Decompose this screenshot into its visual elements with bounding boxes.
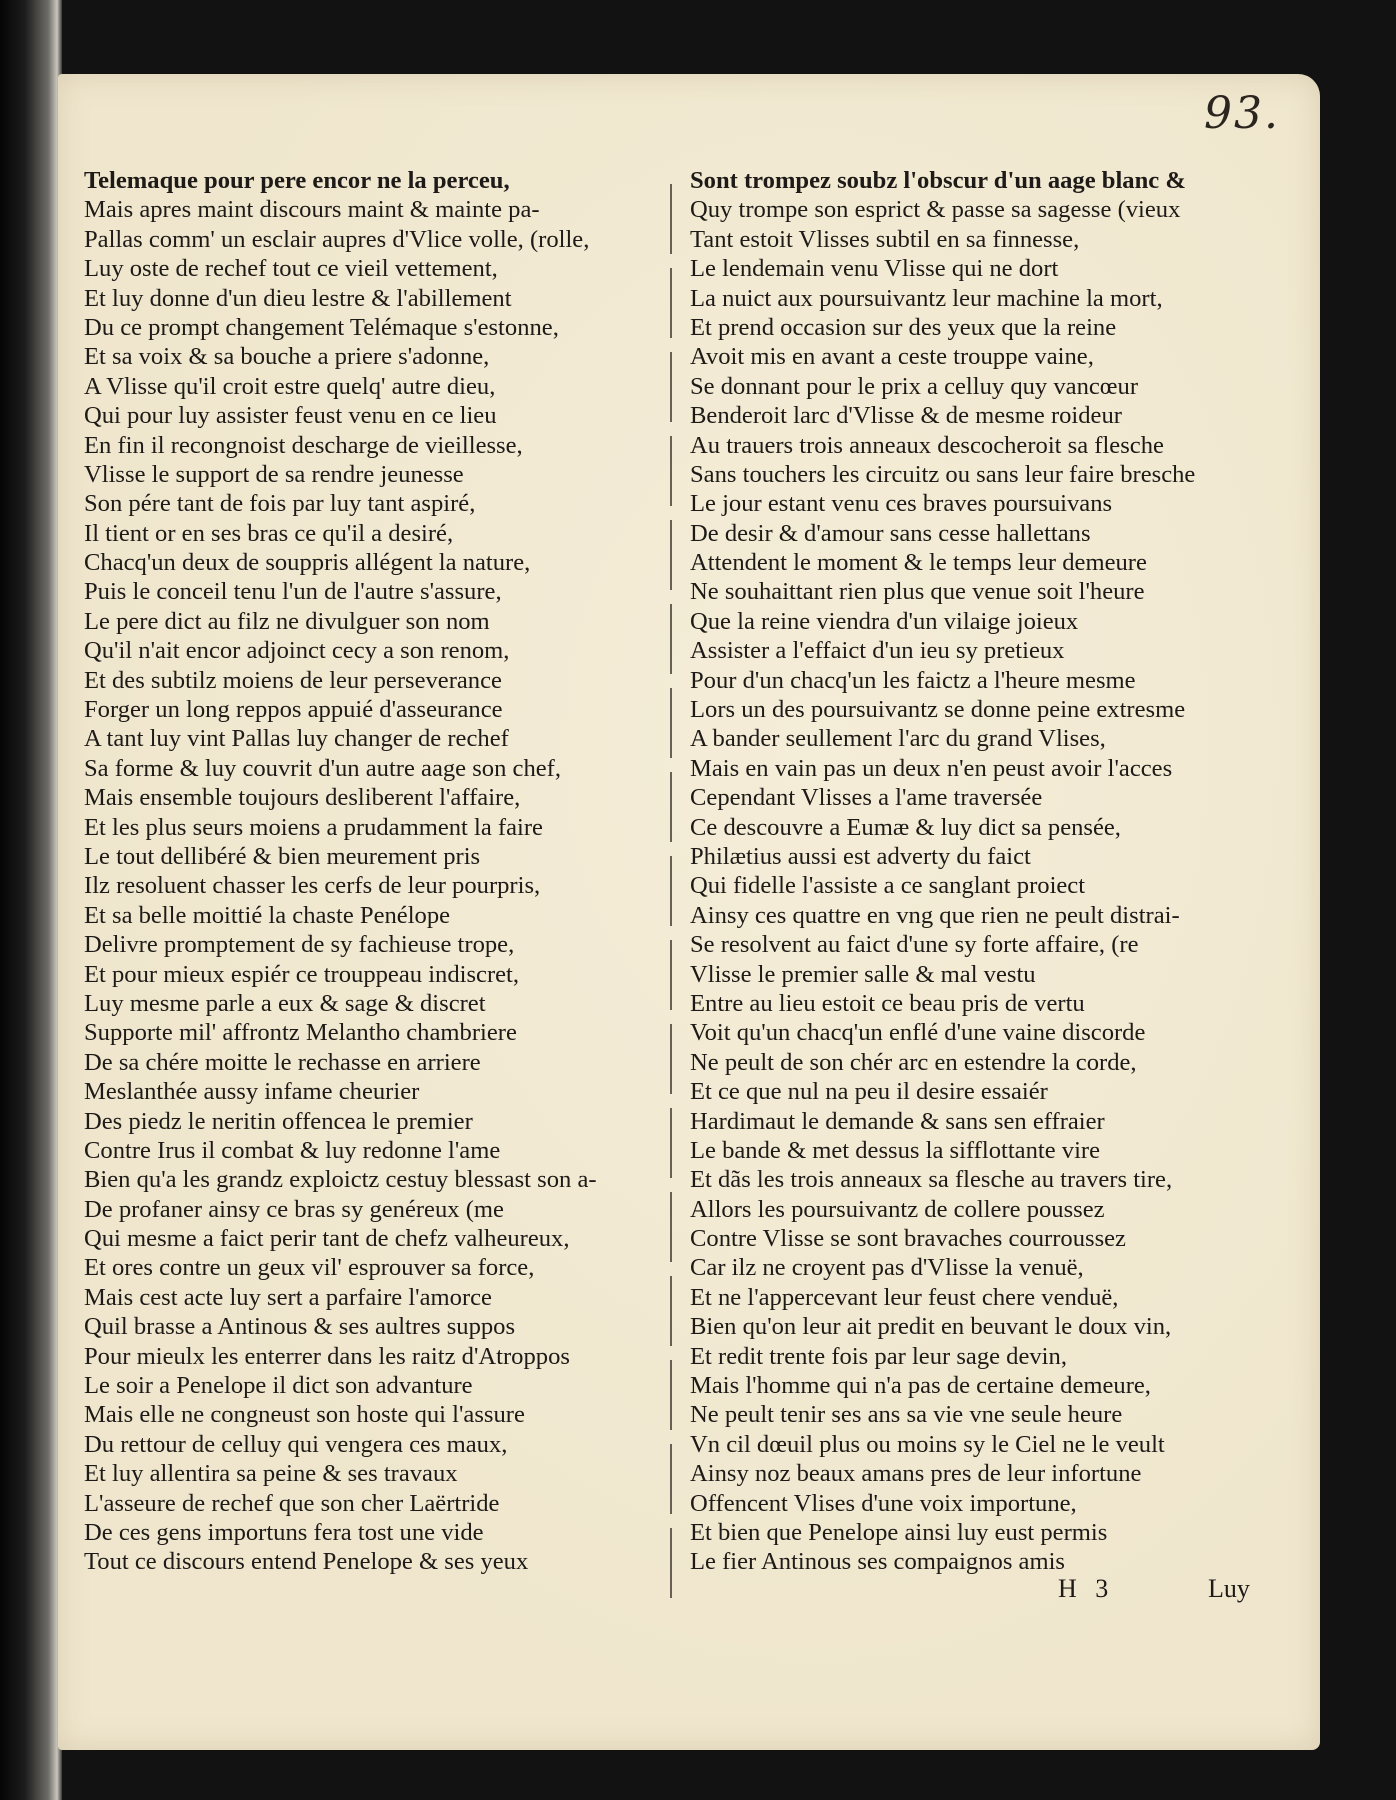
verse-line: Delivre promptement de sy fachieuse trope, [84,931,515,959]
verse-line: Forger un long reppos appuié d'asseurance [84,696,503,724]
verse-line: Qui fidelle l'assiste a ce sanglant proiect [690,872,1086,900]
verse-line: L'asseure de rechef que son cher Laërtride [84,1489,500,1517]
verse-line: En fin il recongnoist descharge de vieillesse, [84,431,523,459]
verse-line: Supporte mil' affrontz Melantho chambriere [84,1019,517,1047]
verse-line: Contre Vlisse se sont bravaches courroussez [690,1225,1126,1253]
verse-line: Attendent le moment & le temps leur demeure [690,549,1147,577]
verse-line: Contre Irus il combat & luy redonne l'ame [84,1136,501,1164]
verse-line: Car ilz ne croyent pas d'Vlisse la venuë, [690,1254,1084,1282]
verse-line: Sa forme & luy couvrit d'un autre aage son chef, [84,754,562,782]
verse-line: Qui mesme a faict perir tant de chefz valheureux, [84,1225,570,1253]
verse-line: Benderoit larc d'Vlisse & de mesme roideur [690,402,1122,430]
verse-line: Lors un des poursuivantz se donne peine extresme [690,696,1186,724]
verse-line: Tout ce discours entend Penelope & ses yeux [84,1548,529,1576]
verse-line: Le tout dellibéré & bien meurement pris [84,842,481,870]
column-divider [670,184,672,1604]
verse-line: Chacq'un deux de souppris allégent la nature, [84,549,531,577]
verse-line: Sont trompez soubz l'obscur d'un aage blanc & [690,167,1186,194]
verse-line: Avoit mis en avant a ceste trouppe vaine, [690,343,1094,371]
verse-line: Du ce prompt changement Telémaque s'estonne, [84,313,559,341]
verse-line: Quil brasse a Antinous & ses aultres suppos [84,1313,516,1341]
verse-line: Et bien que Penelope ainsi luy eust permis [690,1518,1108,1546]
verse-line: Mais apres maint discours maint & mainte pa- [84,196,540,224]
verse-line: Tant estoit Vlisses subtil en sa finnesse, [690,225,1080,253]
page-number: 93. [1204,88,1280,139]
verse-line: Et des subtilz moiens de leur perseverance [84,666,502,694]
verse-line: Vlisse le premier salle & mal vestu [690,960,1036,988]
verse-line: Du rettour de celluy qui vengera ces maux, [84,1430,508,1458]
signature-mark: H 3 [1058,1574,1115,1603]
verse-line: Assister a l'effaict d'un ieu sy pretieux [690,637,1065,665]
verse-line: Telemaque pour pere encor ne la perceu, [84,167,510,194]
verse-line: Le bande & met dessus la sifflottante vire [690,1136,1101,1164]
verse-line: Cependant Vlisses a l'ame traversée [690,784,1043,812]
verse-line: Le pere dict au filz ne divulguer son nom [84,607,490,635]
verse-line: Que la reine viendra d'un vilaige joieux [690,607,1079,635]
right-column [690,166,1300,1577]
verse-line: De desir & d'amour sans cesse hallettans [690,519,1091,547]
verse-line: Ne peult tenir ses ans sa vie vne seule heure [690,1401,1123,1429]
book-page [58,74,1320,1750]
verse-line: Mais elle ne congneust son hoste qui l'assure [84,1401,525,1429]
verse-line: Offencent Vlises d'une voix importune, [690,1489,1077,1517]
verse-line: Ne souhaittant rien plus que venue soit l'heure [690,578,1145,606]
verse-line: Se donnant pour le prix a celluy quy vancœur [690,372,1139,400]
verse-line: Ainsy noz beaux amans pres de leur infortune [690,1460,1142,1488]
book-binding [0,0,62,1800]
verse-line: Et sa voix & sa bouche a priere s'adonne, [84,343,490,371]
verse-line: Ce descouvre a Eumæ & luy dict sa pensée, [690,813,1121,841]
verse-line: Mais cest acte luy sert a parfaire l'amorce [84,1283,492,1311]
verse-line: Luy oste de rechef tout ce vieil vettement, [84,255,498,283]
verse-line: Et dãs les trois anneaux sa flesche au travers tire, [690,1166,1173,1194]
verse-line: Au trauers trois anneaux descocheroit sa flesche [690,431,1164,459]
verse-line: Voit qu'un chacq'un enflé d'une vaine discorde [690,1019,1146,1047]
verse-line: Vn cil dœuil plus ou moins sy le Ciel ne le veult [690,1430,1165,1458]
verse-line: Et ce que nul na peu il desire essaiér [690,1078,1048,1106]
verse-line: Pour d'un chacq'un les faictz a l'heure mesme [690,666,1136,694]
verse-line: Qu'il n'ait encor adjoinct cecy a son renom, [84,637,510,665]
verse-line: Ainsy ces quattre en vng que rien ne peult distrai- [690,901,1180,929]
verse-line: Le fier Antinous ses compaignos amis [690,1548,1065,1576]
verse-line: Ilz resoluent chasser les cerfs de leur pourpris, [84,872,541,900]
verse-line: Puis le conceil tenu l'un de l'autre s'assure, [84,578,502,606]
verse-line: Il tient or en ses bras ce qu'il a desiré, [84,519,454,547]
verse-line: Philætius aussi est adverty du faict [690,842,1031,870]
verse-line: A tant luy vint Pallas luy changer de rechef [84,725,509,753]
verse-line: Des piedz le neritin offencea le premier [84,1107,473,1135]
verse-line: Et ne l'appercevant leur feust chere venduë, [690,1283,1119,1311]
verse-line: A bander seullement l'arc du grand Vlises, [690,725,1106,753]
verse-line: Hardimaut le demande & sans sen effraier [690,1107,1105,1135]
verse-line: Luy mesme parle a eux & sage & discret [84,989,486,1017]
left-column [84,166,694,1577]
verse-line: Meslanthée aussy infame cheurier [84,1078,420,1106]
verse-line: Entre au lieu estoit ce beau pris de vertu [690,989,1085,1017]
verse-line: Allors les poursuivantz de collere poussez [690,1195,1105,1223]
verse-line: Son pére tant de fois par luy tant aspiré, [84,490,476,518]
verse-line: Et les plus seurs moiens a prudamment la faire [84,813,543,841]
verse-line: Ne peult de son chér arc en estendre la corde, [690,1048,1137,1076]
verse-line: Pour mieulx les enterrer dans les raitz d'Atroppos [84,1342,570,1370]
verse-line: Qui pour luy assister feust venu en ce lieu [84,402,497,430]
catchword: Luy [1208,1574,1250,1603]
verse-line: De ces gens importuns fera tost une vide [84,1518,484,1546]
verse-line: Mais en vain pas un deux n'en peust avoir l'acces [690,754,1173,782]
verse-line: Bien qu'on leur ait predit en beuvant le doux vin, [690,1313,1172,1341]
verse-line: Et pour mieux espiér ce trouppeau indiscret, [84,960,520,988]
verse-line: Le jour estant venu ces braves poursuivans [690,490,1113,518]
verse-line: Vlisse le support de sa rendre jeunesse [84,460,464,488]
verse-line: De sa chére moitte le rechasse en arriere [84,1048,481,1076]
verse-line: Pallas comm' un esclair aupres d'Vlice volle, (rolle, [84,225,590,253]
verse-line: Mais l'homme qui n'a pas de certaine demeure, [690,1372,1151,1400]
verse-line: Bien qu'a les grandz exploictz cestuy blessast son a- [84,1166,597,1194]
verse-line: A Vlisse qu'il croit estre quelq' autre dieu, [84,372,496,400]
verse-line: Et luy allentira sa peine & ses travaux [84,1460,458,1488]
verse-line: Se resolvent au faict d'une sy forte affaire, (re [690,931,1139,959]
verse-line: La nuict aux poursuivantz leur machine la mort, [690,284,1163,312]
verse-line: Et redit trente fois par leur sage devin, [690,1342,1067,1370]
verse-line: Et luy donne d'un dieu lestre & l'abillement [84,284,512,312]
verse-line: Le lendemain venu Vlisse qui ne dort [690,255,1059,283]
verse-line: Et prend occasion sur des yeux que la reine [690,313,1117,341]
verse-line: Le soir a Penelope il dict son advanture [84,1372,473,1400]
verse-line: De profaner ainsy ce bras sy genéreux (me [84,1195,504,1223]
verse-line: Quy trompe son esprict & passe sa sagesse (vieux [690,196,1181,224]
verse-line: Et ores contre un geux vil' esprouver sa force, [84,1254,535,1282]
verse-line: Mais ensemble toujours desliberent l'affaire, [84,784,521,812]
verse-line: Sans touchers les circuitz ou sans leur faire bresche [690,460,1196,488]
verse-line: Et sa belle moittié la chaste Penélope [84,901,451,929]
